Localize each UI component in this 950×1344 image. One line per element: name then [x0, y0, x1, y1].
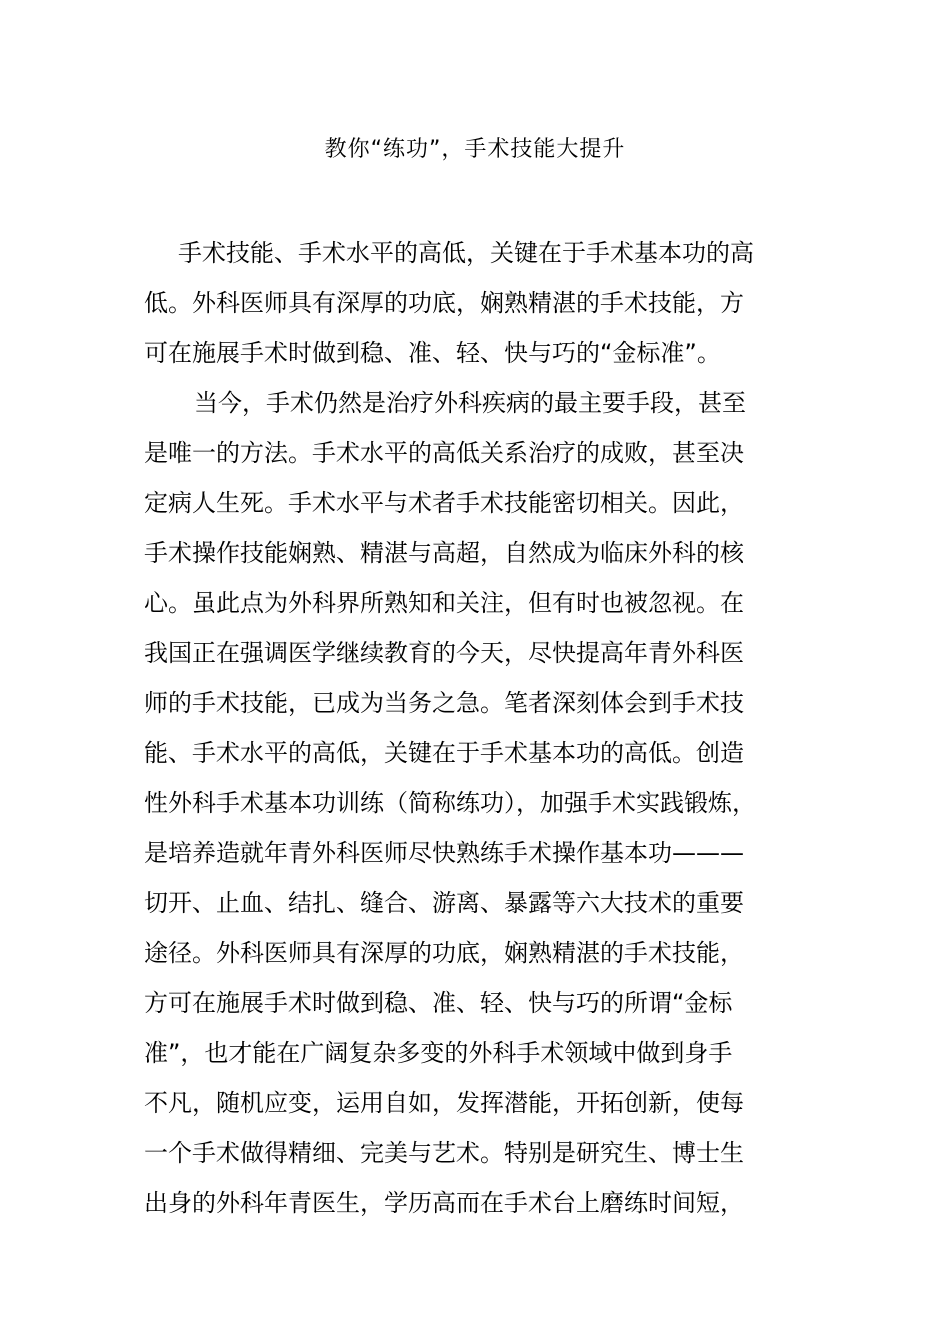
paragraph-line: 手术操作技能娴熟、精湛与高超，自然成为临床外科的核: [144, 539, 744, 567]
paragraph-line: 不凡，随机应变，运用自如，发挥潜能，开拓创新，使每: [144, 1089, 744, 1117]
paragraph-line: 师的手术技能，已成为当务之急。笔者深刻体会到手术技: [144, 689, 744, 717]
paragraph-line: 性外科手术基本功训练（简称练功），加强手术实践锻炼，: [144, 789, 756, 817]
paragraph-line: 一个手术做得精细、完美与艺术。特别是研究生、博士生: [144, 1139, 744, 1167]
paragraph-line: 方可在施展手术时做到稳、准、轻、快与巧的所谓“金标: [144, 989, 733, 1017]
paragraph-line: 是唯一的方法。手术水平的高低关系治疗的成败，甚至决: [144, 439, 744, 467]
paragraph-line: 切开、止血、结扎、缝合、游离、暴露等六大技术的重要: [144, 889, 744, 917]
paragraph-line: 心。虽此点为外科界所熟知和关注，但有时也被忽视。在: [144, 589, 744, 617]
paragraph-line: 当今，手术仍然是治疗外科疾病的最主要手段，甚至: [194, 389, 746, 417]
paragraph-line: 出身的外科年青医生，学历高而在手术台上磨练时间短，: [144, 1189, 744, 1217]
paragraph-line: 可在施展手术时做到稳、准、轻、快与巧的“金标准”。: [144, 339, 721, 367]
paragraph-line: 能、手术水平的高低，关键在于手术基本功的高低。创造: [144, 739, 744, 767]
paragraph-line: 手术技能、手术水平的高低，关键在于手术基本功的高: [178, 239, 754, 267]
document-title: 教你“练功”，手术技能大提升: [324, 137, 626, 162]
paragraph-line: 定病人生死。手术水平与术者手术技能密切相关。因此，: [144, 489, 744, 517]
paragraph-line: 准”，也才能在广阔复杂多变的外科手术领域中做到身手: [144, 1039, 733, 1067]
document-body: [144, 228, 794, 1228]
paragraph-line: 我国正在强调医学继续教育的今天，尽快提高年青外科医: [144, 639, 744, 667]
paragraph-line: 是培养造就年青外科医师尽快熟练手术操作基本功———: [144, 839, 744, 867]
paragraph-line: 低。外科医师具有深厚的功底，娴熟精湛的手术技能，方: [144, 289, 744, 317]
paragraph-line: 途径。外科医师具有深厚的功底，娴熟精湛的手术技能，: [144, 939, 744, 967]
